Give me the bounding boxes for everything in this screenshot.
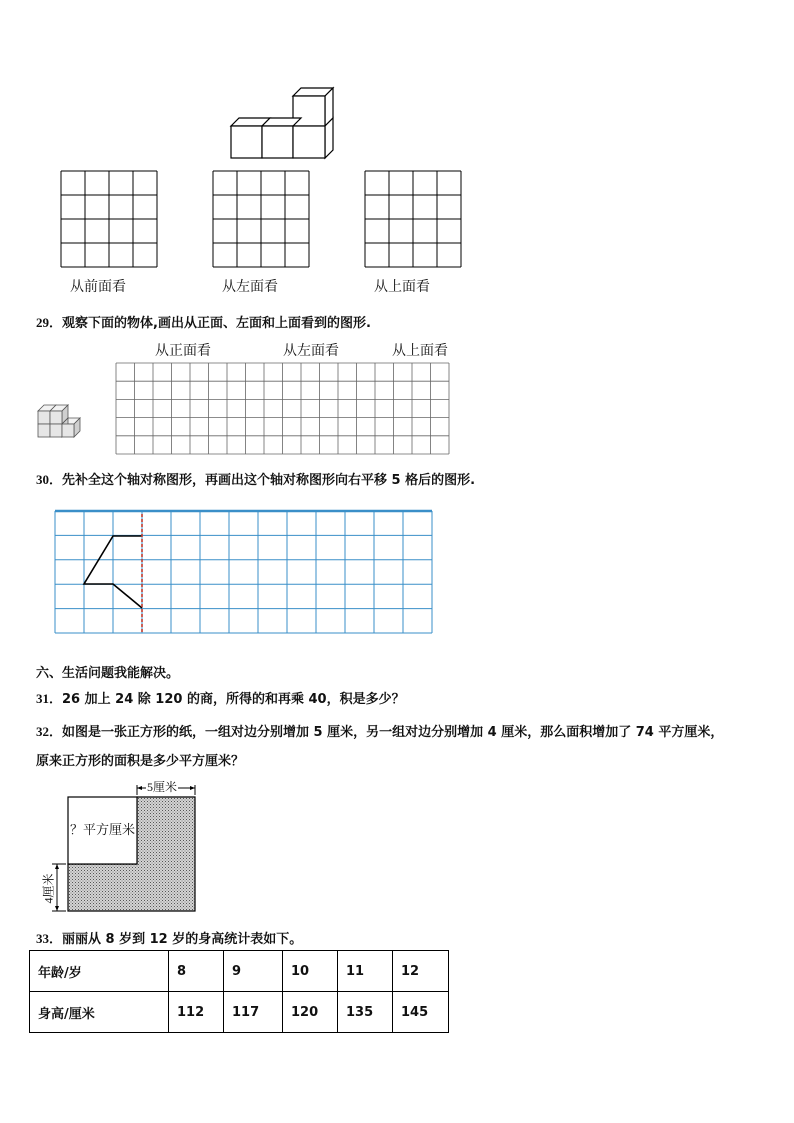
question-number: 29． [36,315,63,330]
table-cell: 年龄/岁 [30,951,169,992]
view-label-top: 从上面看 [374,279,430,295]
view-label-front: 从前面看 [70,279,126,295]
section-6-title: 六、生活问题我能解决。 [36,666,180,681]
table-cell: 145 [393,992,449,1033]
table-cell: 8 [169,951,224,992]
table-cell: 9 [224,951,283,992]
question-text-line1: 如图是一张正方形的纸，一组对边分别增加 5 厘米，另一组对边分别增加 4 厘米，那么面积增加了 74 平方厘米， [62,725,724,740]
table-cell: 120 [283,992,338,1033]
question-text: 丽丽从 8 岁到 12 岁的身高统计表如下。 [62,932,303,947]
table-cell: 11 [338,951,393,992]
table-row [30,992,449,1033]
table-cell: 身高/厘米 [30,992,169,1033]
question-number: 30． [36,472,63,487]
height-table [29,950,449,1033]
view-label-left: 从左面看 [222,279,278,295]
dimension-label-4cm: 4厘米 [41,873,56,904]
grid-label-left: 从左面看 [283,343,339,359]
question-text: 先补全这个轴对称图形，再画出这个轴对称图形向右平移 5 格后的图形. [62,473,476,488]
dimension-label-5cm: 5厘米 [147,780,178,794]
question-number: 32． [36,724,63,739]
table-cell: 117 [224,992,283,1033]
table-cell: 135 [338,992,393,1033]
question-number: 33． [36,931,63,946]
table-row [30,951,449,992]
question-text: 26 加上 24 除 120 的商，所得的和再乘 40，积是多少？ [62,692,405,707]
question-text: 观察下面的物体,画出从正面、左面和上面看到的图形. [62,316,371,331]
table-cell: 12 [393,951,449,992]
unknown-area-label: ？平方厘米 [70,822,136,837]
table-cell: 10 [283,951,338,992]
question-33 [36,928,302,947]
table-cell: 112 [169,992,224,1033]
question-number: 31． [36,691,63,706]
question-32-line2: 原来正方形的面积是多少平方厘米？ [36,754,245,769]
grid-label-top: 从上面看 [392,343,448,359]
grid-label-front: 从正面看 [155,343,211,359]
